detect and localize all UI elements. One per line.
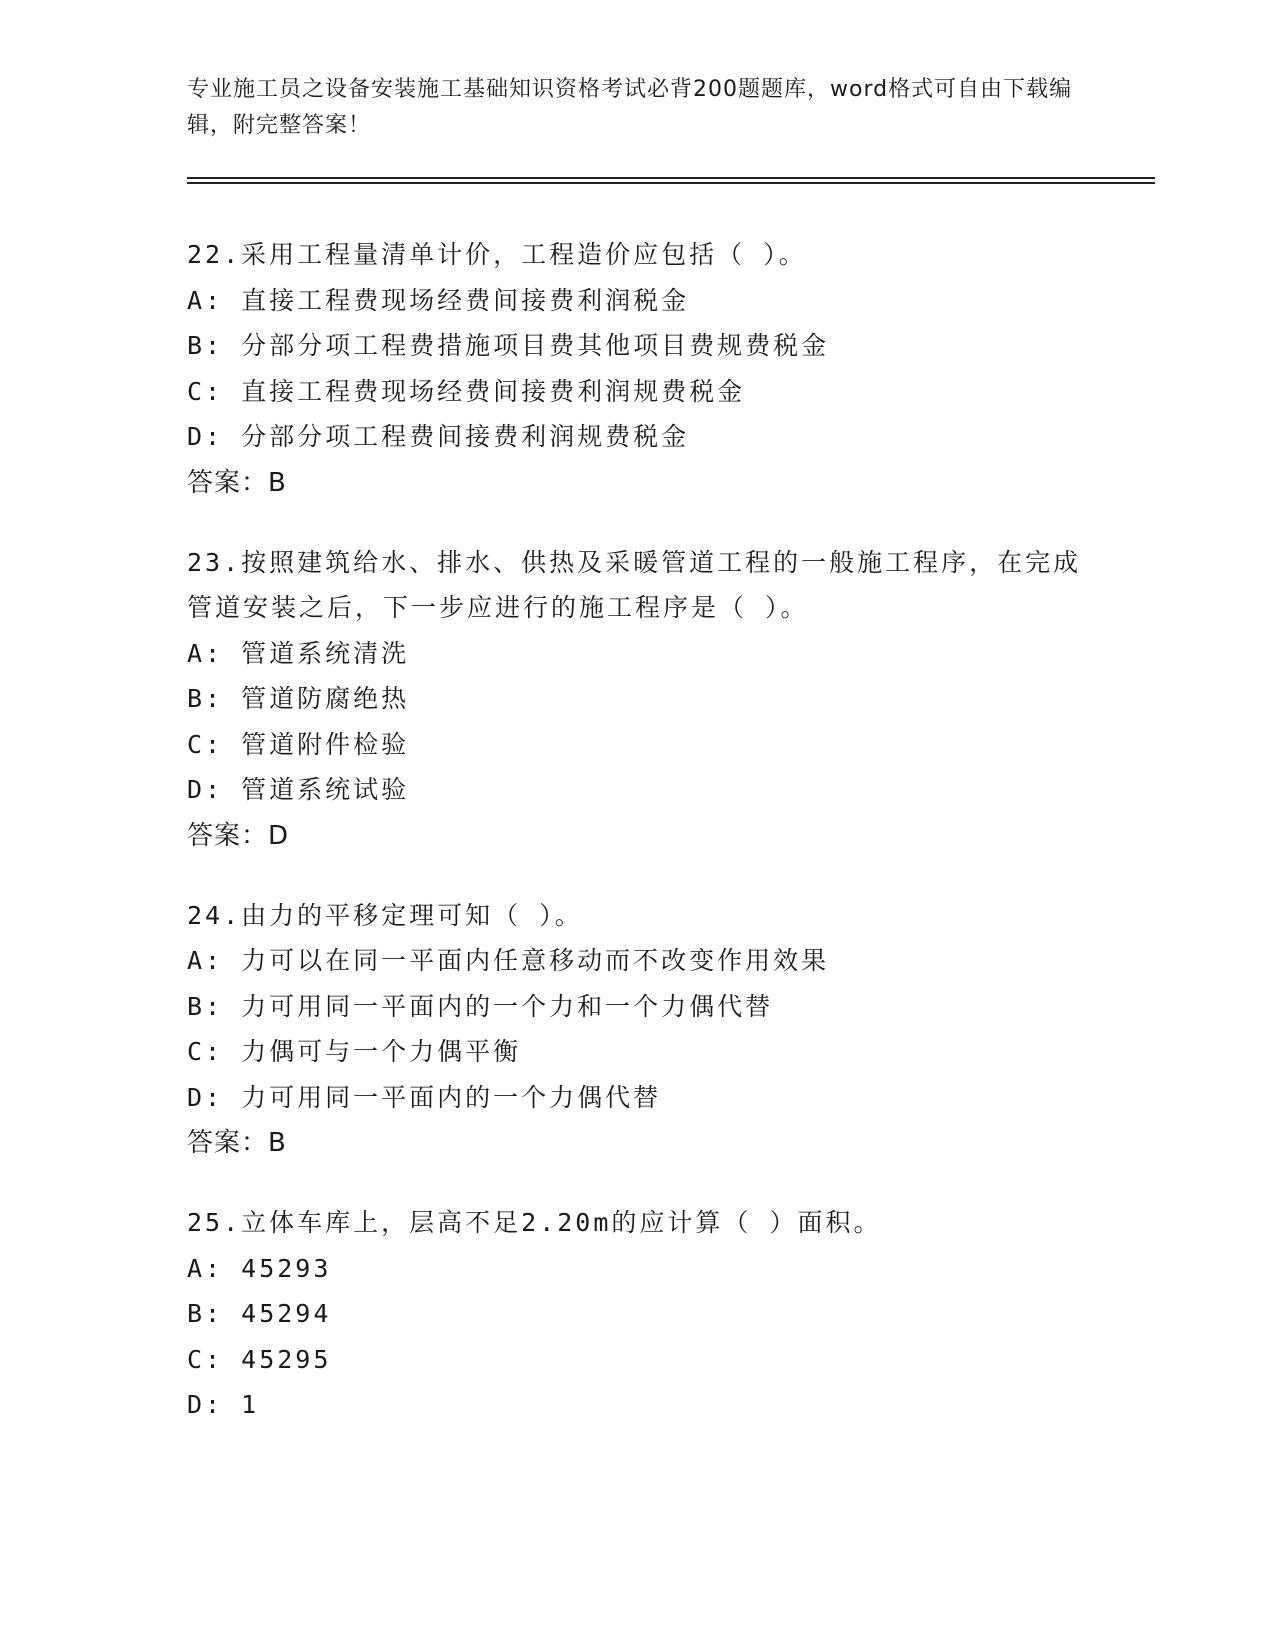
answer: 答案：D	[187, 820, 290, 851]
question-24	[187, 893, 1107, 1167]
document-header	[187, 72, 1087, 144]
option-c: C: 力偶可与一个力偶平衡	[187, 1037, 522, 1066]
answer: 答案：B	[187, 1128, 287, 1158]
question-22	[187, 232, 1107, 506]
option-b: B: 分部分项工程费措施项目费其他项目费规费税金	[187, 331, 830, 360]
question-title: 22.采用工程量清单计价，工程造价应包括（ ）。	[187, 240, 807, 269]
answer: 答案：B	[187, 467, 287, 498]
option-b: B: 45294	[187, 1299, 332, 1328]
question-title: 23.按照建筑给水、排水、供热及采暖管道工程的一般施工程序，在完成管道安装之后，下一步应进行的施工程序是（ ）。	[187, 547, 1082, 622]
option-d: D: 管道系统试验	[187, 775, 410, 804]
question-25	[187, 1200, 1107, 1428]
option-b: B: 力可用同一平面内的一个力和一个力偶代替	[187, 991, 774, 1021]
option-c: C: 45295	[187, 1344, 332, 1374]
option-a: A: 直接工程费现场经费间接费利润税金	[187, 285, 690, 315]
option-d: D: 力可用同一平面内的一个力偶代替	[187, 1082, 662, 1112]
option-a: A: 45293	[187, 1253, 332, 1283]
header-text: 专业施工员之设备安装施工基础知识资格考试必背200题题库，word格式可自由下载编辑，附完整答案！	[187, 77, 1073, 138]
option-c: C: 管道附件检验	[187, 729, 410, 759]
question-title: 24.由力的平移定理可知（ ）。	[187, 900, 583, 930]
question-list	[187, 232, 1107, 1462]
option-a: A: 管道系统清洗	[187, 638, 410, 668]
question-23	[187, 540, 1107, 859]
option-d: D: 分部分项工程费间接费利润规费税金	[187, 422, 690, 451]
question-title: 25.立体车库上，层高不足2.20m的应计算（ ）面积。	[187, 1208, 882, 1237]
option-a: A: 力可以在同一平面内任意移动而不改变作用效果	[187, 946, 830, 975]
option-b: B: 管道防腐绝热	[187, 684, 410, 713]
option-c: C: 直接工程费现场经费间接费利润规费税金	[187, 376, 746, 406]
option-d: D: 1	[187, 1390, 260, 1419]
header-rule-bottom	[187, 182, 1155, 184]
header-rule-top	[187, 177, 1155, 179]
